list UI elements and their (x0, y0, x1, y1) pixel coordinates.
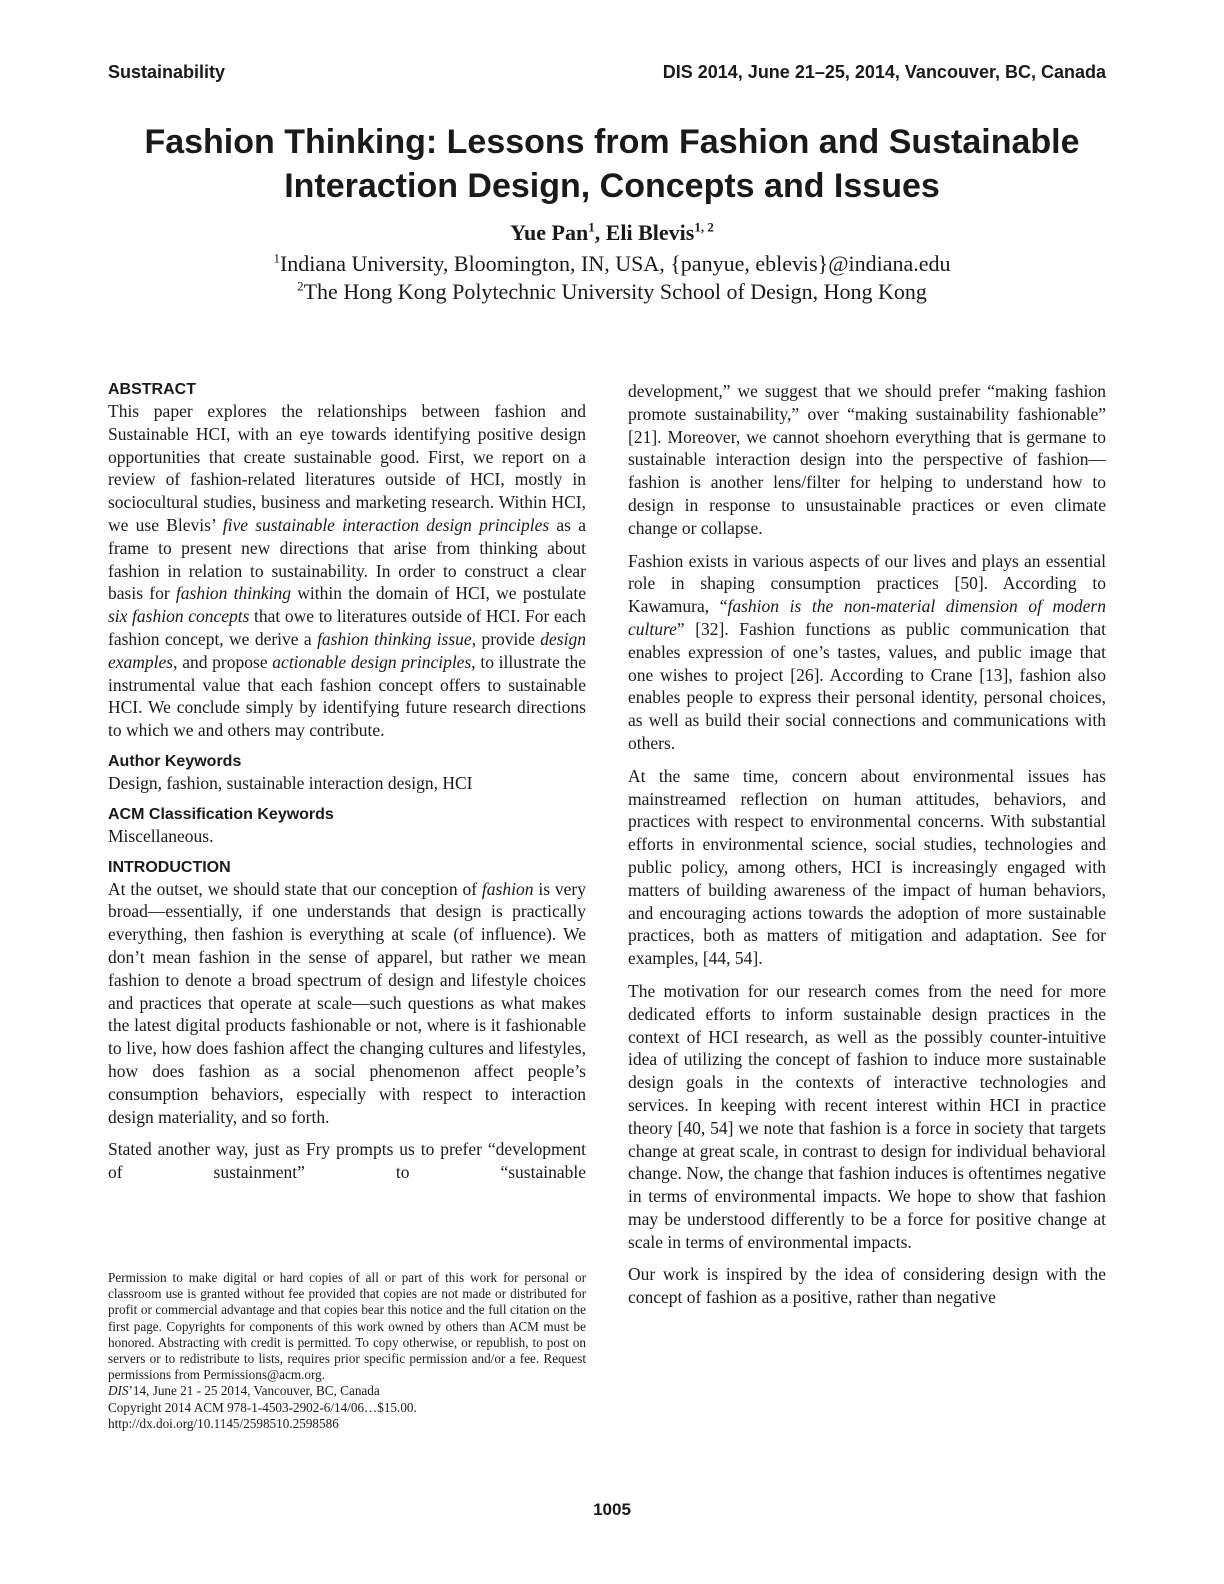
abstract-text: as a frame to present new directions that arise from thinking about fashion in relation to sustainability. In order to construct a clear basis for (108, 514, 586, 604)
abstract-text: , provide (471, 628, 541, 649)
affiliation-text: The Hong Kong Polytechnic University School of Design, Hong Kong (303, 279, 927, 304)
acm-keywords-heading: ACM Classification Keywords (108, 805, 334, 823)
doi-link[interactable]: http://dx.doi.org/10.1145/2598510.2598586 (108, 1415, 339, 1431)
author-keywords-heading: Author Keywords (108, 752, 242, 770)
author-separator: , (594, 220, 606, 245)
body-paragraph: The motivation for our research comes from the need for more dedicated efforts to inform sustainable design practices in the context of HCI research, as well as the possibly counter-intuitive idea of utilizing the concept of fashion to induce more sustainable design goals in the contexts of interactive technologies and services. In keeping with recent interest within HCI in practice theory [40, 54] we note that fashion is a force in society that targets change at great scale, in contrast to design for individual behavioral change. Now, the change that fashion induces is oftentimes negative in terms of environmental impacts. We hope to show that fashion may be understood differently to be a force for positive change at scale in terms of environmental impacts. (628, 980, 1106, 1252)
abstract-text: This paper explores the relationships between fashion and Sustainable HCI, with an eye towards identifying positive design opportunities that create sustainable good. First, we report on a review of fashion-related literatures outside of HCI, mostly in sociocultural studies, business and marketing research. Within HCI, we use Blevis’ (108, 401, 586, 535)
author-name: Yue Pan (510, 220, 589, 245)
running-header-conference: DIS 2014, June 21–25, 2014, Vancouver, BC, Canada (662, 62, 1106, 82)
introduction-paragraph-2: Stated another way, just as Fry prompts us to prefer “development of sustainment” to “sustainable (108, 1139, 586, 1183)
copyright-line: Copyright 2014 ACM 978-1-4503-2902-6/14/06…$15.00. (108, 1399, 417, 1415)
introduction-heading: INTRODUCTION (108, 858, 231, 876)
left-column (108, 380, 586, 1184)
body-text: Fashion exists in various aspects of our lives and plays an essential role in shaping consumption practices [50]. According to Kawamura, “ (628, 550, 1106, 617)
abstract-text: within the domain of HCI, we postulate (291, 583, 586, 604)
body-paragraph: At the same time, concern about environmental issues has mainstreamed reflection on human attitudes, behaviors, and practices with respect to environmental concerns. With substantial efforts in environmental science, social studies, technologies and public policy, among others, HCI is increasingly engaged with matters of building awareness of the impact of human behaviors, and encouraging actions towards the adoption of more sustainable practices, both as matters of mitigation and adaptation. See for examples, [44, 54]. (628, 765, 1106, 969)
body-paragraph: development,” we suggest that we should prefer “making fashion promote sustainability,” over “making sustainability fashionable” [21]. Moreover, we cannot shoehorn everything that is germane to sustainable interaction design into the perspective of fashion—fashion is another lens/filter for helping to understand how to design in response to unsustainable practices or even climate change or collapse. (628, 381, 1106, 538)
abstract-emphasis: design examples (108, 628, 586, 672)
abstract-heading: ABSTRACT (108, 381, 196, 398)
affiliation-1 (0, 250, 1224, 278)
author-affiliation-mark: 1 (588, 219, 595, 235)
author-affiliation-mark: 1, 2 (694, 219, 714, 235)
copyright-footnote (108, 1270, 586, 1432)
body-paragraph (628, 550, 1106, 755)
abstract-paragraph (108, 400, 586, 742)
body-text: ” [32]. Fashion functions as public communication that enables expression of one’s tastes, values, and public image that one wishes to project [26]. According to Crane [13], fashion also enables people to express their personal identity, personal choices, as well as build their social connections and communications with others. (628, 618, 1106, 753)
body-paragraph: Our work is inspired by the idea of considering design with the concept of fashion as a positive, rather than negative (628, 1264, 1106, 1308)
introduction-paragraph (108, 878, 586, 1129)
author-list (0, 218, 1224, 248)
author-name: Eli Blevis (605, 220, 695, 245)
abstract-emphasis: fashion thinking (175, 583, 292, 604)
abstract-text: , and propose (173, 651, 273, 672)
right-column (628, 380, 1106, 1309)
conference-details: ’14, June 21 - 25 2014, Vancouver, BC, Canada (128, 1383, 380, 1399)
running-header-section: Sustainability (108, 62, 226, 82)
abstract-emphasis: actionable design principles (272, 651, 472, 672)
affiliation-2 (0, 278, 1224, 306)
abstract-emphasis: six fashion concepts (108, 606, 250, 627)
quote-emphasis: fashion is the non-material dimension of modern culture (628, 596, 1106, 639)
abstract-text: that owe to literatures outside of HCI. For each fashion concept, we derive a (108, 606, 586, 649)
page-number: 1005 (593, 1500, 631, 1519)
abstract-text: , to illustrate the instrumental value that each fashion concept offers to sustainable HCI. We conclude simply by identifying future research directions to which we and others may contribute. (108, 651, 586, 741)
conference-abbrev: DIS (108, 1383, 129, 1399)
permission-notice: Permission to make digital or hard copies of all or part of this work for personal or classroom use is granted without fee provided that copies are not made or distributed for profit or commercial advantage and that copies bear this notice and the full citation on the first page. Copyrights for components of this work owned by others than ACM must be honored. Abstracting with credit is permitted. To copy otherwise, or republish, to post on servers or to redistribute to lists, requires prior specific permission and/or a fee. Request permissions from Permissions@acm.org. (108, 1270, 586, 1383)
intro-text: At the outset, we should state that our conception of (108, 878, 482, 899)
abstract-emphasis: five sustainable interaction design principles (222, 514, 550, 535)
intro-emphasis: fashion (481, 878, 534, 899)
affiliation-text: Indiana University, Bloomington, IN, USA, {panyue, eblevis}@indiana.edu (279, 251, 951, 276)
acm-keywords-text: Miscellaneous. (108, 825, 214, 846)
affiliation-mark: 1 (273, 250, 280, 266)
intro-text: is very broad—essentially, if one understands that design is practically everything, then fashion is everything at scale (of influence). We don’t mean fashion in the sense of apparel, but rather we mean fashion to denote a broad spectrum of design and lifestyle choices and practices that operate at scale—such questions as what makes the latest digital products fashionable or not, where is it fashionable to live, how does fashion affect the changing cultures and lifestyles, how does fashion as a social phenomenon affect people’s consumption behaviors, especially with respect to interaction design materiality, and so forth. (108, 878, 586, 1127)
paper-title: Fashion Thinking: Lessons from Fashion and Sustainable Interaction Design, Concepts and Issues (144, 123, 1080, 205)
affiliation-mark: 2 (297, 278, 304, 294)
abstract-emphasis: fashion thinking issue (317, 628, 472, 649)
conference-line (108, 1383, 586, 1399)
author-keywords-text: Design, fashion, sustainable interaction design, HCI (108, 772, 473, 793)
